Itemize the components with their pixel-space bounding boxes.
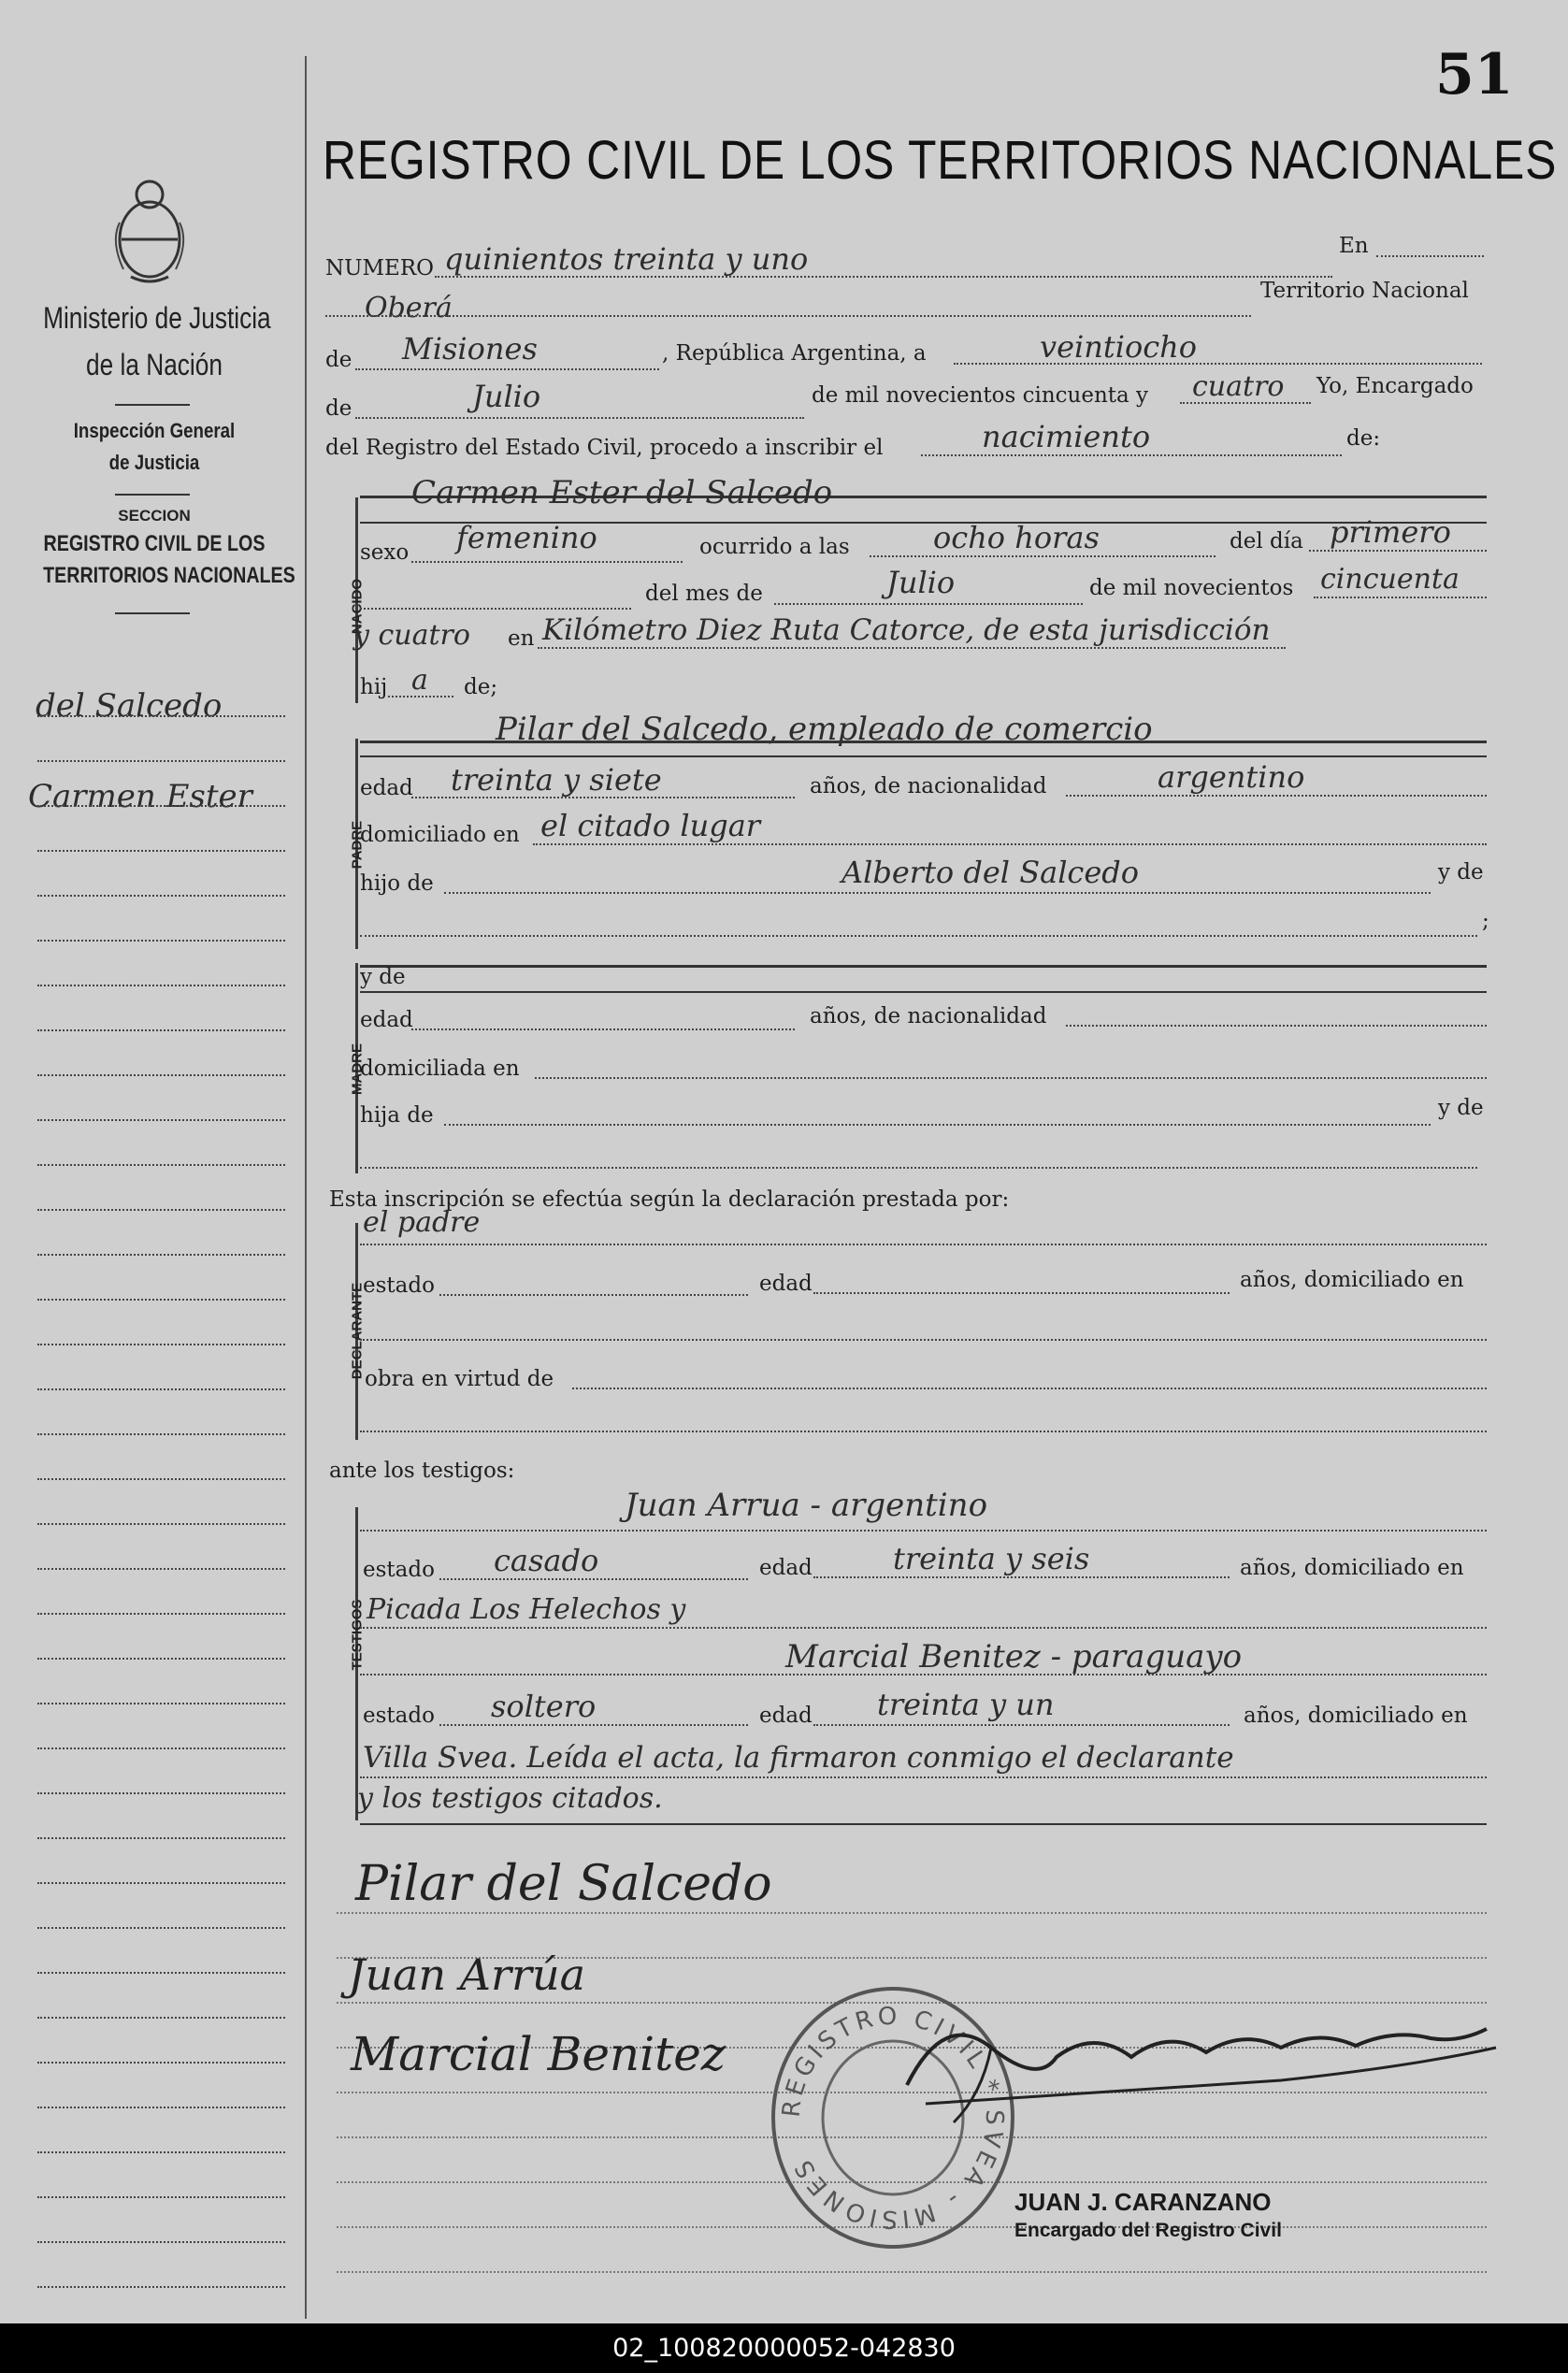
witness1-estado-line [439, 1578, 748, 1580]
de-colon-label: de: [1346, 426, 1381, 451]
ruled-line [37, 1792, 285, 1794]
act-line [921, 454, 1342, 456]
witness2-edad-line [813, 1724, 1230, 1726]
ruled-line [37, 1703, 285, 1704]
mes-pre-line [360, 608, 631, 610]
padre-hijo-label: hijo de [360, 871, 434, 896]
sexo-value: femenino [456, 520, 597, 555]
numero-label: NUMERO [325, 256, 435, 280]
ruled-line [37, 1119, 285, 1121]
month-value-nacido: Julio [886, 565, 956, 600]
padre-last-line [360, 935, 1477, 937]
madre-nacionalidad-line [1066, 1025, 1487, 1027]
page-number: 51 [1435, 42, 1514, 108]
witness1-edad-label: edad [759, 1556, 813, 1580]
ruled-line [37, 2151, 285, 2153]
nacido-section-label: NACIDO [349, 578, 366, 635]
witness1-edad-line [813, 1576, 1230, 1578]
witness2-line [360, 1674, 1487, 1675]
territory-value: Misiones [402, 331, 538, 367]
de-label: de [325, 348, 352, 372]
ruled-line [37, 1388, 285, 1390]
witness1-line [360, 1530, 1487, 1532]
place-line [325, 315, 1251, 317]
declarante-obra-line [572, 1388, 1487, 1389]
witness1-value: Juan Arrua - argentino [625, 1487, 988, 1524]
padre-name-value: Pilar del Salcedo, empleado de comercio [496, 711, 1153, 748]
section-line2: TERRITORIOS NACIONALES [43, 563, 295, 588]
madre-nacionalidad-label: años, de nacionalidad [810, 1004, 1047, 1028]
declarante-intro-label: Esta inscripción se efectúa según la declaración prestada por: [329, 1187, 1010, 1212]
padre-domicilio-value: el citado lugar [540, 808, 761, 843]
declarante-edad-line [813, 1292, 1230, 1294]
padre-section-label: PADRE [349, 820, 366, 870]
declarante-name-line [360, 1244, 1487, 1245]
month-line [355, 417, 804, 419]
ruled-line [37, 1164, 285, 1166]
en-label-nacido: en [508, 626, 535, 651]
sidebar-given-names: Carmen Ester [28, 778, 252, 815]
official-signature-icon [888, 1992, 1505, 2132]
mes-line [774, 603, 1083, 605]
ruled-line [37, 1747, 285, 1749]
padre-hijo-line [444, 892, 1431, 894]
day-value: veintiocho [1040, 329, 1198, 365]
madre-domicilio-line [535, 1077, 1487, 1079]
official-name: JUAN J. CARANZANO [1014, 2188, 1272, 2216]
coat-of-arms-icon [103, 166, 196, 288]
ruled-line [37, 1837, 285, 1839]
ruled-line [37, 2286, 285, 2288]
ruled-line [37, 1882, 285, 1884]
witness2-edad-label: edad [759, 1704, 813, 1728]
stamp-text: REGISTRO CIVIL * SVEA - MISIONES [777, 2002, 1009, 2234]
padre-semicolon: ; [1482, 909, 1489, 933]
territorio-label: Territorio Nacional [1260, 279, 1469, 303]
hour-line [870, 555, 1216, 557]
official-title: Encargado del Registro Civil [1014, 2220, 1282, 2241]
witness2-domicilio-value: Villa Svea. Leída el acta, la firmaron conmigo el declarante [363, 1741, 1234, 1775]
year-value-1: cincuenta [1320, 563, 1460, 596]
inspection-line1: Inspección General [73, 419, 236, 442]
divider [115, 404, 190, 406]
madre-edad-line [411, 1028, 795, 1030]
padre-top-rule [360, 741, 1487, 743]
witness1-estado-label: estado [363, 1558, 435, 1582]
act-value: nacimiento [982, 419, 1151, 454]
place-value-nacido: Kilómetro Diez Ruta Catorce, de esta jurisdicción [542, 613, 1271, 647]
ruled-line [37, 1209, 285, 1211]
witness2-estado-label: estado [363, 1704, 435, 1728]
ruled-line [37, 1074, 285, 1076]
ruled-line [37, 940, 285, 942]
ruled-line [37, 1344, 285, 1345]
witness2-domicilio-line [360, 1776, 1487, 1778]
padre-domicilio-line [533, 843, 1487, 845]
divider [115, 612, 190, 614]
testigos-intro-label: ante los testigos: [329, 1459, 515, 1483]
padre-y-de-label: y de [1438, 860, 1484, 884]
territory-line [355, 368, 659, 370]
ruled-line [37, 715, 285, 717]
place-value: Oberá [365, 292, 453, 324]
day-value-nacido: primero [1330, 514, 1451, 550]
ruled-line [37, 850, 285, 852]
en-label: En [1339, 234, 1369, 258]
ruled-line [37, 2241, 285, 2243]
registro-label: del Registro del Estado Civil, procedo a inscribir el [325, 436, 884, 460]
section-label: SECCION [118, 507, 191, 525]
year-line-nacido [1314, 597, 1487, 598]
ruled-line [37, 2196, 285, 2198]
signature-2: Juan Arrúa [348, 1949, 585, 2000]
witness1-domicilio-value: Picada Los Helechos y [367, 1593, 686, 1626]
padre-nacionalidad-value: argentino [1158, 759, 1305, 795]
sidebar-divider [305, 56, 307, 2319]
closing-value: y los testigos citados. [357, 1782, 663, 1815]
madre-hija-line [444, 1124, 1431, 1126]
ruled-line [37, 1658, 285, 1660]
inspection-line2: de Justicia [108, 451, 200, 474]
ruled-line [37, 2107, 285, 2108]
mes-label: del mes de [645, 582, 763, 606]
ruled-line [37, 2017, 285, 2019]
section-line1: REGISTRO CIVIL DE LOS [43, 531, 266, 556]
de-label-2: de [325, 396, 352, 421]
signature-1: Pilar del Salcedo [355, 1856, 772, 1912]
ruled-line [37, 760, 285, 762]
dia-line [1309, 550, 1487, 552]
sexo-line [411, 561, 683, 563]
madre-top-rule [360, 965, 1487, 968]
ruled-line [37, 1029, 285, 1031]
divider [115, 494, 190, 496]
declarante-value: el padre [363, 1206, 481, 1239]
del-dia-label: del día [1230, 529, 1303, 554]
ruled-line [37, 1299, 285, 1301]
declarante-edad-label: edad [759, 1272, 813, 1296]
ruled-line [37, 1927, 285, 1929]
nacido-name-value: Carmen Ester del Salcedo [411, 474, 833, 511]
ruled-line [37, 1254, 285, 1256]
declarante-estado-label: estado [363, 1273, 435, 1298]
witness2-edad-value: treinta y un [877, 1687, 1055, 1722]
ocurrido-label: ocurrido a las [699, 535, 850, 559]
ruled-line [37, 1972, 285, 1974]
ministry-line2: de la Nación [86, 348, 223, 381]
witness1-edad-value: treinta y seis [893, 1541, 1090, 1576]
testigos-end-rule [360, 1823, 1487, 1825]
hij-value: a [411, 664, 428, 697]
ruled-line [37, 1613, 285, 1615]
padre-nacionalidad-line [1066, 795, 1487, 797]
witness2-estado-line [439, 1724, 748, 1726]
padre-domicilio-label: domiciliado en [360, 823, 520, 847]
declarante-domicilio-label: años, domiciliado en [1240, 1268, 1464, 1292]
en-line [1376, 255, 1484, 257]
nacido-year-label: de mil novecientos [1089, 576, 1294, 600]
padre-edad-value: treinta y siete [451, 762, 662, 798]
witness1-estado-value: casado [494, 1543, 599, 1578]
padre-name-rule [360, 755, 1487, 757]
madre-last-line [360, 1167, 1477, 1169]
month-value: Julio [472, 379, 541, 414]
madre-section-label: MADRE [349, 1043, 366, 1095]
madre-domicilio-label: domiciliada en [360, 1057, 520, 1081]
republica-label: , República Argentina, a [662, 341, 927, 366]
ministry-line1: Ministerio de Justicia [43, 301, 271, 335]
madre-name-rule [360, 991, 1487, 993]
witness2-value: Marcial Benitez - paraguayo [785, 1638, 1243, 1675]
ruled-line [337, 1912, 1487, 1914]
madre-y-de-end-label: y de [1438, 1096, 1484, 1120]
witness1-domicilio-label: años, domiciliado en [1240, 1556, 1464, 1580]
padre-hijo-value: Alberto del Salcedo [842, 855, 1140, 890]
sidebar-surname: del Salcedo [36, 687, 223, 725]
padre-edad-label: edad [360, 776, 413, 800]
sexo-label: sexo [360, 540, 410, 565]
madre-hija-label: hija de [360, 1103, 434, 1128]
ruled-line [37, 1478, 285, 1480]
ruled-line [337, 2271, 1487, 2273]
hour-value: ocho horas [933, 520, 1100, 555]
ruled-line [37, 1523, 285, 1525]
ruled-line [37, 805, 285, 807]
day-line [954, 363, 1482, 365]
witness2-estado-value: soltero [491, 1689, 597, 1724]
madre-y-de-label: y de [360, 965, 406, 989]
de-label-nacido: de; [464, 675, 498, 699]
ruled-line [37, 895, 285, 897]
declarante-estado-line [439, 1294, 748, 1296]
declarante-domicilio-line [360, 1339, 1487, 1341]
encargado-label: Yo, Encargado [1316, 374, 1474, 398]
declarante-section-label: DECLARANTE [349, 1282, 366, 1380]
year-value-2: y cuatro [353, 619, 470, 652]
ruled-line [37, 2062, 285, 2064]
numero-value: quinientos treinta y uno [444, 241, 809, 277]
signature-3: Marcial Benitez [351, 2027, 726, 2081]
testigos-section-label: TESTIGOS [349, 1599, 366, 1671]
ruled-line [37, 985, 285, 986]
year-label: de mil novecientos cincuenta y [812, 383, 1149, 408]
ruled-line [37, 1433, 285, 1435]
declarante-obra-label: obra en virtud de [365, 1367, 554, 1391]
madre-edad-label: edad [360, 1008, 413, 1032]
footer-id: 02_100820000052-042830 [0, 2323, 1568, 2373]
witness2-domicilio-label: años, domiciliado en [1244, 1704, 1468, 1728]
padre-nacionalidad-label: años, de nacionalidad [810, 774, 1047, 798]
page-title: REGISTRO CIVIL DE LOS TERRITORIOS NACIONALES [323, 130, 1558, 191]
witness1-domicilio-line [360, 1627, 1487, 1629]
ruled-line [37, 1568, 285, 1570]
hij-label: hij [360, 675, 388, 699]
place-line-nacido [538, 647, 1286, 649]
year-value: cuatro [1192, 370, 1285, 403]
declarante-last-line [360, 1431, 1487, 1432]
